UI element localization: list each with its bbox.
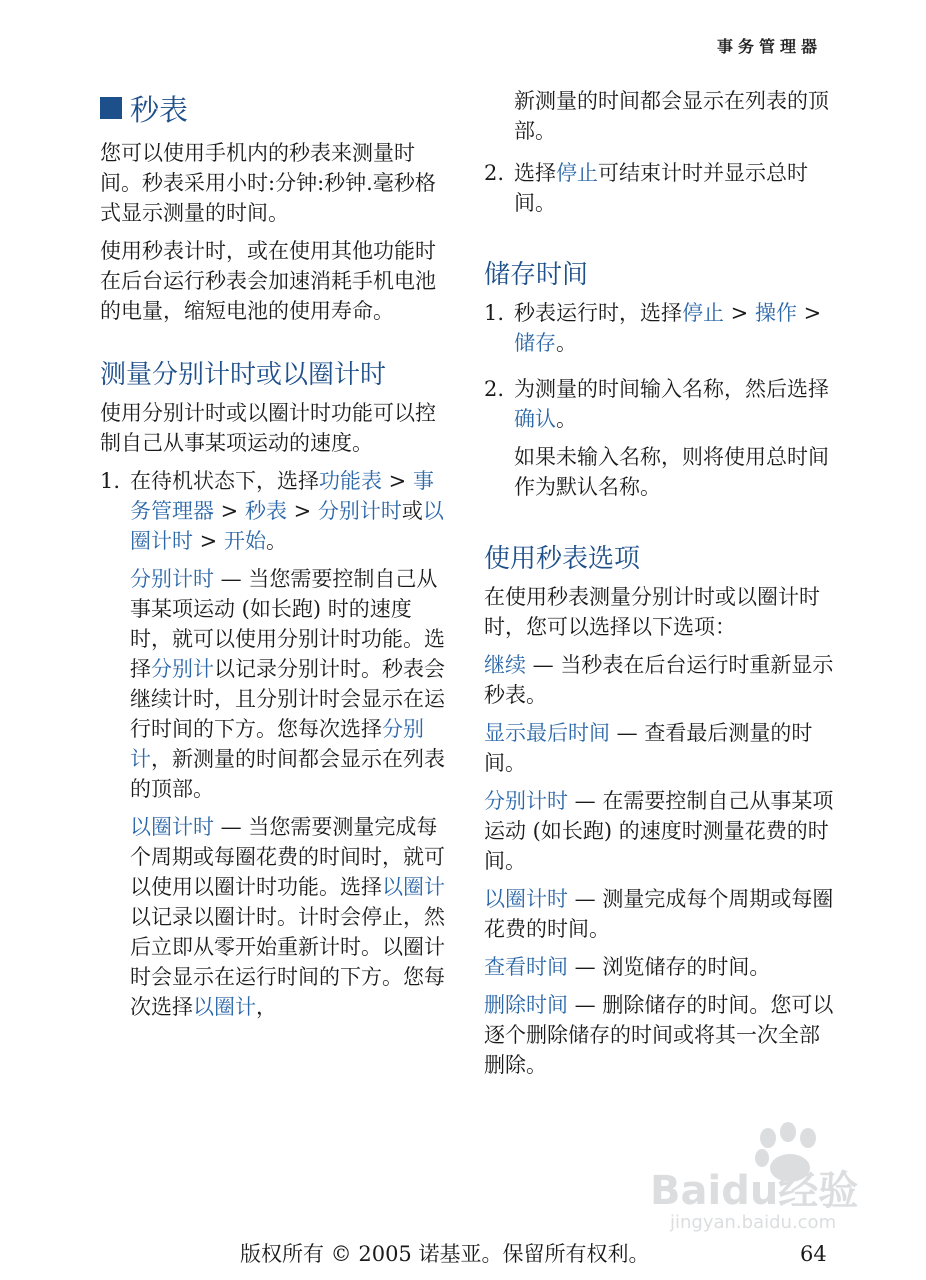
text-run: >: [724, 301, 755, 325]
step-number: 1.: [100, 469, 121, 493]
heading-save-times: 储存时间: [484, 260, 589, 290]
text-run: ，: [256, 995, 277, 1019]
option-desc: — 当秒表在后台运行时重新显示秒表。: [484, 653, 834, 707]
option-name: 以圈计时: [484, 887, 568, 911]
text-run: 为测量的时间输入名称，然后选择: [514, 377, 829, 401]
option-item: [484, 990, 834, 1080]
section-title-text: 秒表: [130, 92, 189, 127]
square-bullet-icon: [100, 97, 122, 119]
step-1-text: [130, 466, 452, 556]
right-column: [484, 86, 834, 1088]
text-run: 或: [401, 499, 423, 523]
option-desc: — 在需要控制自己从事某项运动 (如长跑) 的速度时测量花费的时间。: [484, 789, 834, 873]
lap-continuation: [484, 86, 834, 154]
save-step-1-text: [514, 298, 834, 358]
menu-link: 功能表: [319, 469, 382, 493]
text-run: ，新测量的时间都会显示在列表的顶部。: [130, 747, 445, 801]
watermark-url: jingyan.baidu.com: [670, 1212, 837, 1233]
text-run: >: [796, 301, 822, 325]
text-run: — 当您需要测量完成每个周期或每圈花费的时间时，就可以使用以圈计时功能。选择: [130, 815, 445, 899]
save-step-2-text: [514, 374, 834, 434]
step-1: [100, 466, 452, 1030]
section-title: [100, 86, 452, 130]
lap-description: [130, 812, 452, 1022]
options-intro: 在使用秒表测量分别计时或以圈计时时，您可以选择以下选项：: [484, 585, 820, 639]
step-2: [484, 158, 834, 226]
stopwatch-link: 秒表: [244, 499, 287, 523]
text-run: >: [286, 499, 318, 523]
save-step-1: [484, 298, 834, 366]
step-number: 1.: [484, 301, 505, 325]
text-run: 。: [265, 529, 287, 553]
stop-link: 停止: [682, 301, 724, 325]
save-step-2: [484, 374, 834, 510]
step-number: 2.: [484, 161, 505, 185]
page-number: 64: [800, 1242, 827, 1266]
text-run: 。: [556, 331, 577, 355]
watermark-brand: Baidu经验: [650, 1168, 859, 1214]
term-split: 分别计时: [130, 567, 214, 591]
organizer-link: 事务管理器: [130, 469, 434, 523]
heading-split-lap: 测量分别计时或以圈计时: [100, 360, 387, 390]
lap-timing-link: 以圈计时: [130, 499, 444, 553]
option-item: [484, 952, 834, 982]
option-desc: — 删除储存的时间。您可以逐个删除储存的时间或将其一次全部删除。: [484, 993, 834, 1077]
option-item: [484, 884, 834, 944]
option-name: 分别计时: [484, 789, 568, 813]
text-run: >: [382, 469, 413, 493]
text-run: 秒表运行时，选择: [514, 301, 682, 325]
text-run: 以记录以圈计时。计时会停止，然后立即从零开始重新计时。以圈计时会显示在运行时间的下方。您每次选择: [130, 905, 445, 1019]
default-name-note: 如果未输入名称，则将使用总时间作为默认名称。: [514, 445, 829, 499]
option-name: 删除时间: [484, 993, 568, 1017]
start-link: 开始: [223, 529, 266, 553]
text-run: 可结束计时并显示总时间。: [514, 161, 808, 215]
option-desc: — 查看最后测量的时间。: [484, 721, 813, 775]
continuation-text: 新测量的时间都会显示在列表的顶部。: [514, 89, 829, 143]
option-item: [484, 650, 834, 710]
indent-spacer: [484, 86, 514, 154]
text-run: >: [214, 499, 245, 523]
term-lap-cmd: 以圈计: [382, 875, 445, 899]
stop-link: 停止: [556, 161, 598, 185]
left-column: [100, 86, 452, 1038]
step-2-text: [514, 158, 834, 218]
baidu-watermark-logo: [650, 1116, 870, 1236]
option-name: 继续: [484, 653, 526, 677]
text-run: 选择: [514, 161, 556, 185]
option-item: [484, 718, 834, 778]
running-head: 事务管理器: [716, 37, 822, 56]
options-link: 操作: [754, 301, 797, 325]
term-lap-cmd: 以圈计: [193, 995, 256, 1019]
option-desc: — 浏览储存的时间。: [568, 955, 771, 979]
text-run: 以记录分别计时。秒表会继续计时，且分别计时会显示在运行时间的下方。您每次选择: [130, 657, 445, 741]
intro-paragraph: 您可以使用手机内的秒表来测量时间。秒表采用小时:分钟:秒钟.毫秒格式显示测量的时间。: [100, 141, 436, 225]
option-name: 查看时间: [484, 955, 568, 979]
ok-link: 确认: [514, 407, 556, 431]
term-split-cmd: 分别计: [151, 657, 214, 681]
option-item: [484, 786, 834, 876]
term-split-cmd: 分别计: [130, 717, 424, 771]
term-lap: 以圈计时: [130, 815, 214, 839]
option-name: 显示最后时间: [484, 721, 610, 745]
split-description: [130, 564, 452, 804]
split-intro: 使用分别计时或以圈计时功能可以控制自己从事某项运动的速度。: [100, 401, 436, 455]
step-number: 2.: [484, 377, 505, 401]
paw-icon: [755, 1122, 816, 1182]
save-link: 储存: [514, 331, 556, 355]
option-desc: — 测量完成每个周期或每圈花费的时间。: [484, 887, 834, 941]
heading-stopwatch-options: 使用秒表选项: [484, 544, 641, 574]
text-run: 在待机状态下，选择: [130, 469, 319, 493]
text-run: 。: [556, 407, 577, 431]
split-timing-link: 分别计时: [317, 499, 402, 523]
text-run: >: [193, 529, 224, 553]
battery-note: 使用秒表计时，或在使用其他功能时在后台运行秒表会加速消耗手机电池的电量，缩短电池的使用寿命。: [100, 239, 436, 323]
text-run: — 当您需要控制自己从事某项运动 (如长跑) 时的速度时，就可以使用分别计时功能。选择: [130, 567, 445, 681]
copyright-notice: 版权所有 © 2005 诺基亚。保留所有权利。: [240, 1242, 650, 1266]
